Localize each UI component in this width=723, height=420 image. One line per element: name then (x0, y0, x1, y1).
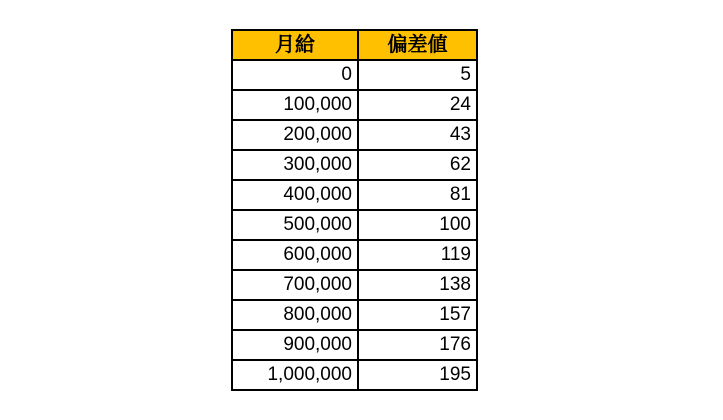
header-row (232, 30, 477, 60)
cell-salary: 1,000,000 (232, 360, 358, 390)
cell-deviation: 176 (358, 330, 477, 360)
cell-salary: 500,000 (232, 210, 358, 240)
table-body (232, 60, 477, 390)
table-row (232, 60, 477, 90)
table-row (232, 120, 477, 150)
salary-deviation-table (231, 29, 478, 391)
table-row (232, 270, 477, 300)
cell-deviation: 5 (358, 60, 477, 90)
cell-deviation: 62 (358, 150, 477, 180)
table-row (232, 150, 477, 180)
cell-salary: 600,000 (232, 240, 358, 270)
cell-deviation: 81 (358, 180, 477, 210)
header-cell-salary: 月給 (232, 30, 358, 60)
cell-salary: 700,000 (232, 270, 358, 300)
cell-deviation: 138 (358, 270, 477, 300)
cell-salary: 0 (232, 60, 358, 90)
cell-deviation: 43 (358, 120, 477, 150)
cell-salary: 100,000 (232, 90, 358, 120)
cell-deviation: 195 (358, 360, 477, 390)
cell-deviation: 119 (358, 240, 477, 270)
table-row (232, 210, 477, 240)
cell-deviation: 100 (358, 210, 477, 240)
cell-deviation: 157 (358, 300, 477, 330)
table-row (232, 300, 477, 330)
table-row (232, 330, 477, 360)
table-row (232, 360, 477, 390)
cell-salary: 200,000 (232, 120, 358, 150)
cell-salary: 300,000 (232, 150, 358, 180)
table-row (232, 240, 477, 270)
table-row (232, 90, 477, 120)
cell-deviation: 24 (358, 90, 477, 120)
cell-salary: 400,000 (232, 180, 358, 210)
header-cell-deviation: 偏差値 (358, 30, 477, 60)
cell-salary: 900,000 (232, 330, 358, 360)
table-row (232, 180, 477, 210)
cell-salary: 800,000 (232, 300, 358, 330)
